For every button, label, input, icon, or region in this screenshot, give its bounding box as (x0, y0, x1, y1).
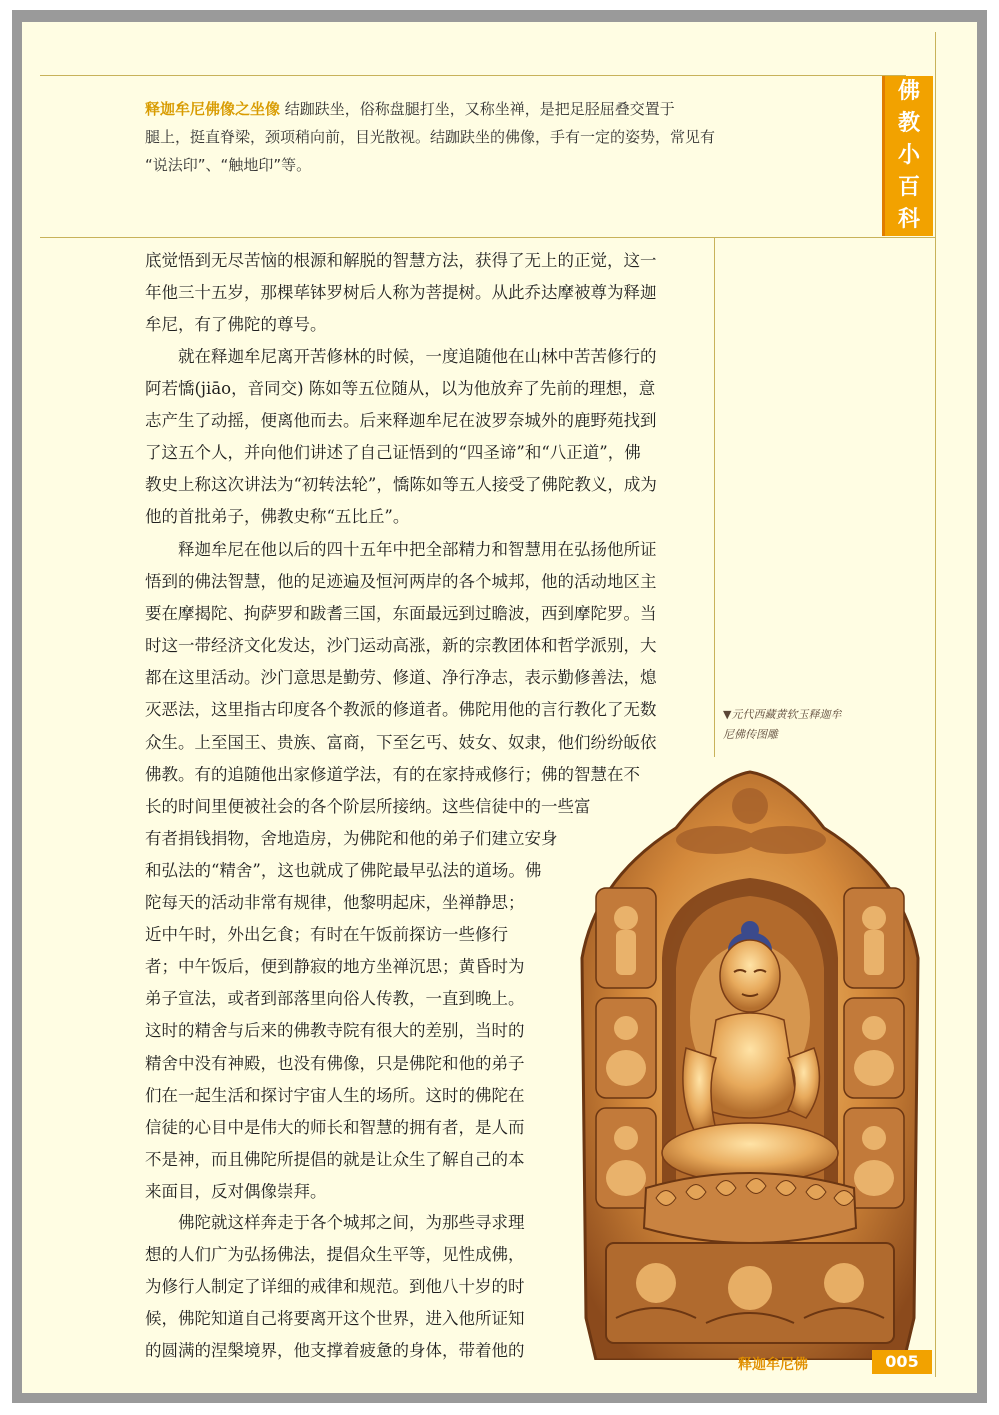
side-tab-char: 佛 (897, 79, 920, 104)
top-rule (40, 75, 906, 76)
side-tab-char: 教 (897, 111, 920, 136)
text-line: 佛教。有的追随他出家修道学法，有的在家持戒修行；佛的智慧在不 (145, 764, 640, 784)
text-line: 候，佛陀知道自己将要离开这个世界，进入他所证知 (145, 1309, 525, 1329)
text-line: 想的人们广为弘扬佛法，提倡众生平等，见性成佛， (145, 1245, 525, 1265)
side-tab-char: 百 (897, 175, 920, 200)
text-line: 底觉悟到无尽苦恼的根源和解脱的智慧方法，获得了无上的正觉，这一 (145, 251, 657, 270)
text-line: 了这五个人，并向他们讲述了自己证悟到的“四圣谛”和“八正道”，佛 (145, 443, 641, 463)
text-line: 阿若憍(jiāo，音同交) 陈如等五位随从，以为他放弃了先前的理想，意 (145, 379, 656, 399)
photo-caption (723, 705, 923, 745)
side-tab-baike (882, 76, 933, 236)
text-line: 都在这里活动。沙门意思是勤劳、修道、净行净志，表示勤修善法，熄 (145, 668, 657, 688)
text-line: 弟子宣法，或者到部落里向俗人传教，一直到晚上。 (145, 989, 525, 1009)
text-line: 长的时间里便被社会的各个阶层所接纳。这些信徒中的一些富 (145, 796, 591, 816)
text-line: 精舍中没有神殿，也没有佛像，只是佛陀和他的弟子 (145, 1053, 525, 1073)
paragraph-2 (145, 341, 715, 534)
paragraph-1 (145, 245, 715, 341)
text-line: 志产生了动摇，便离他而去。后来释迦牟尼在波罗奈城外的鹿野苑找到 (145, 411, 657, 431)
paragraph-4 (145, 1207, 575, 1367)
buddha-stele-image (566, 758, 934, 1360)
side-tab-char: 科 (897, 207, 920, 232)
text-line: 和弘法的“精舍”，这也就成了佛陀最早弘法的道场。佛 (145, 860, 542, 880)
text-line: 为修行人制定了详细的戒律和规范。到他八十岁的时 (145, 1277, 525, 1297)
text-line: 年他三十五岁，那棵荜钵罗树后人称为菩提树。从此乔达摩被尊为释迦 (145, 283, 657, 303)
text-line: 的圆满的涅槃境界，他支撑着疲惫的身体，带着他的 (145, 1341, 525, 1361)
side-tab-char: 小 (897, 143, 920, 168)
text-line: 就在释迦牟尼离开苦修林的时候，一度追随他在山林中苦苦修行的 (178, 347, 657, 366)
text-line: 众生。上至国王、贵族、富商，下至乞丐、妓女、奴隶，他们纷纷皈依 (145, 732, 657, 752)
text-line: 有者捐钱捐物，舍地造房，为佛陀和他的弟子们建立安身 (145, 828, 558, 848)
top-caption (145, 95, 853, 179)
text-line: 他的首批弟子，佛教史称“五比丘”。 (145, 507, 410, 527)
text-line: 们在一起生活和探讨宇宙人生的场所。这时的佛陀在 (145, 1085, 525, 1105)
text-line: 不是神，而且佛陀所提倡的就是让众生了解自己的本 (145, 1149, 525, 1169)
page-number: 005 (872, 1350, 932, 1374)
text-line: 陀每天的活动非常有规律，他黎明起床，坐禅静思； (145, 893, 525, 913)
caption-highlight: 释迦牟尼佛像之坐像 (145, 100, 281, 118)
text-line: 教史上称这次讲法为“初转法轮”，憍陈如等五人接受了佛陀教义，成为 (145, 475, 657, 495)
caption-line: 腿上，挺直脊梁，颈项稍向前，目光散视。结跏趺坐的佛像，手有一定的姿势，常见有 (145, 128, 716, 146)
text-line: 来面目，反对偶像崇拜。 (145, 1181, 327, 1201)
right-rule (935, 32, 936, 1377)
text-line: 这时的精舍与后来的佛教寺院有很大的差别，当时的 (145, 1021, 525, 1041)
text-line: 佛陀就这样奔走于各个城邦之间，为那些寻求理 (178, 1213, 525, 1232)
photo-caption-line: ▼元代西藏黄软玉释迦牟 (723, 708, 842, 721)
text-line: 时这一带经济文化发达，沙门运动高涨，新的宗教团体和哲学派别，大 (145, 636, 657, 656)
text-line: 悟到的佛法智慧，他的足迹遍及恒河两岸的各个城邦，他的活动地区主 (145, 572, 657, 592)
text-line: 近中午时，外出乞食；有时在午饭前探访一些修行 (145, 925, 508, 945)
photo-caption-line: 尼佛传图雕 (723, 728, 778, 741)
text-line: 灭恶法，这里指古印度各个教派的修道者。佛陀用他的言行教化了无数 (145, 700, 657, 720)
text-line: 要在摩揭陀、拘萨罗和跋耆三国，东面最远到过瞻波，西到摩陀罗。当 (145, 604, 657, 624)
text-line: 释迦牟尼在他以后的四十五年中把全部精力和智慧用在弘扬他所证 (178, 540, 657, 559)
text-line: 牟尼，有了佛陀的尊号。 (145, 315, 327, 335)
header-divider (40, 237, 935, 238)
text-line: 者；中午饭后，便到静寂的地方坐禅沉思；黄昏时为 (145, 957, 525, 977)
caption-line: 结跏趺坐，俗称盘腿打坐，又称坐禅，是把足胫屈叠交置于 (280, 100, 675, 118)
caption-line: “说法印”、“触地印”等。 (145, 156, 312, 174)
text-line: 信徒的心目中是伟大的师长和智慧的拥有者，是人而 (145, 1117, 525, 1137)
footer-title: 释迦牟尼佛 (738, 1357, 808, 1373)
